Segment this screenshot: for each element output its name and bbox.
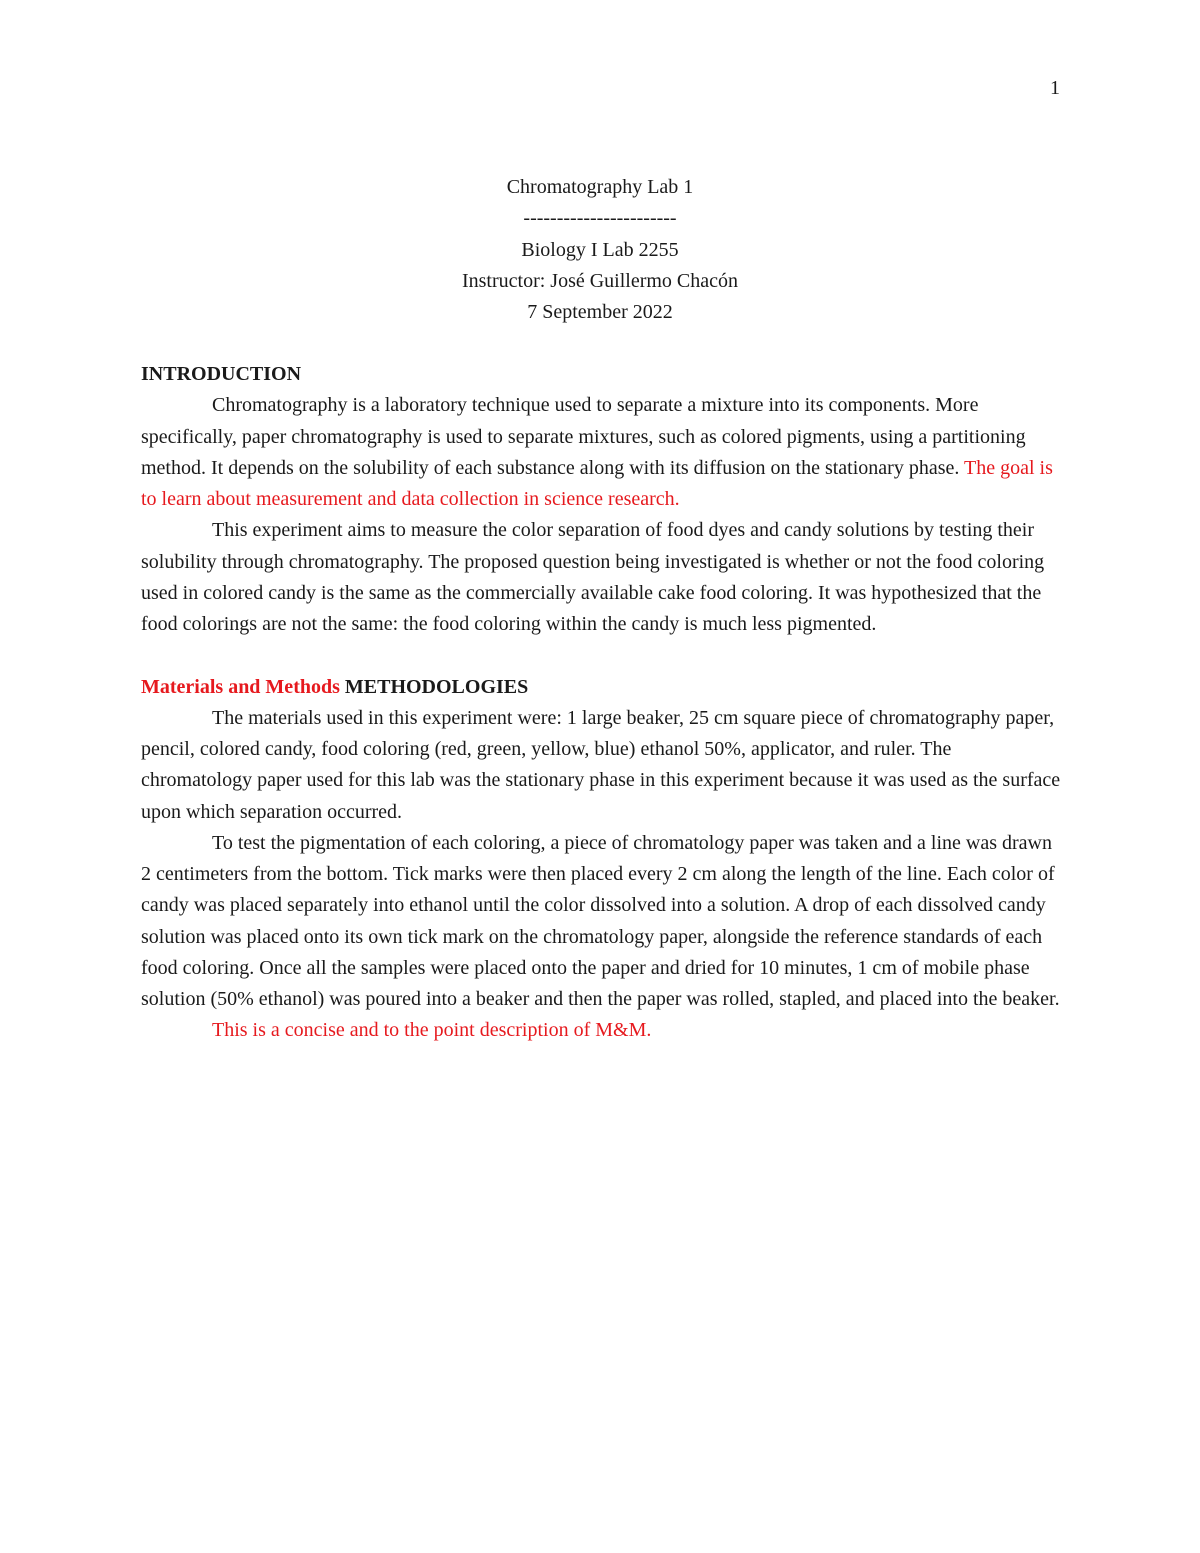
methods-heading-text: METHODOLOGIES — [344, 675, 529, 698]
document-body — [141, 359, 1061, 1047]
section-spacer — [141, 640, 1061, 671]
methods-heading — [141, 672, 1061, 703]
methods-comment: This is a concise and to the point description of M&M. — [212, 1019, 652, 1042]
page-number: 1 — [1050, 77, 1060, 99]
title-block — [0, 172, 1200, 328]
instructor-comment: The goal is to learn about measurement and data collection in science research. — [141, 456, 1053, 510]
methods-heading-comment: Materials and Methods — [141, 675, 340, 698]
methods-paragraph-2: To test the pigmentation of each coloring, a piece of chromatology paper was taken and a line was drawn 2 centimeters from the bottom. Tick marks were then placed every 2 cm along the length of the line. Each color of candy was placed separately into ethanol until the color dissolved into a solution. A drop of each dissolved candy solution was placed onto its own tick mark on the chromatology paper, alongside the reference standards of each food coloring. Once all the samples were placed onto the paper and dried for 10 minutes, 1 cm of mobile phase solution (50% ethanol) was poured into a beaker and then the paper was rolled, stapled, and placed into the beaker. — [141, 831, 1060, 1010]
introduction-heading: INTRODUCTION — [141, 363, 302, 385]
document-title: Chromatography Lab 1 — [506, 176, 694, 198]
introduction-paragraph-1 — [141, 390, 1061, 515]
title-divider: ----------------------- — [523, 207, 677, 230]
course-name: Biology I Lab 2255 — [521, 238, 679, 261]
introduction-paragraph-1-text: Chromatography is a laboratory technique used to separate a mixture into its components. More specifically, paper chromatography is used to separate mixtures, such as colored pigments, using a partitioning method. It depends on the solubility of each substance along with its diffusion on the stationary phase. — [141, 394, 1026, 479]
instructor-name: Instructor: José Guillermo Chacón — [461, 269, 739, 292]
introduction-paragraph-2: This experiment aims to measure the color separation of food dyes and candy solutions by testing their solubility through chromatography. The proposed question being investigated is whether or not the food coloring used in colored candy is the same as the commercially available cake food coloring. It was hypothesized that the food colorings are not the same: the food coloring within the candy is much less pigmented. — [141, 519, 1045, 635]
document-date: 7 September 2022 — [527, 301, 673, 324]
methods-paragraph-1: The materials used in this experiment were: 1 large beaker, 25 cm square piece of chromatography paper, pencil, colored candy, food coloring (red, green, yellow, blue) ethanol 50%, applicator, and ruler. The chromatology paper used for this lab was the stationary phase in this experiment because it was used as the surface upon which separation occurred. — [141, 706, 1061, 823]
